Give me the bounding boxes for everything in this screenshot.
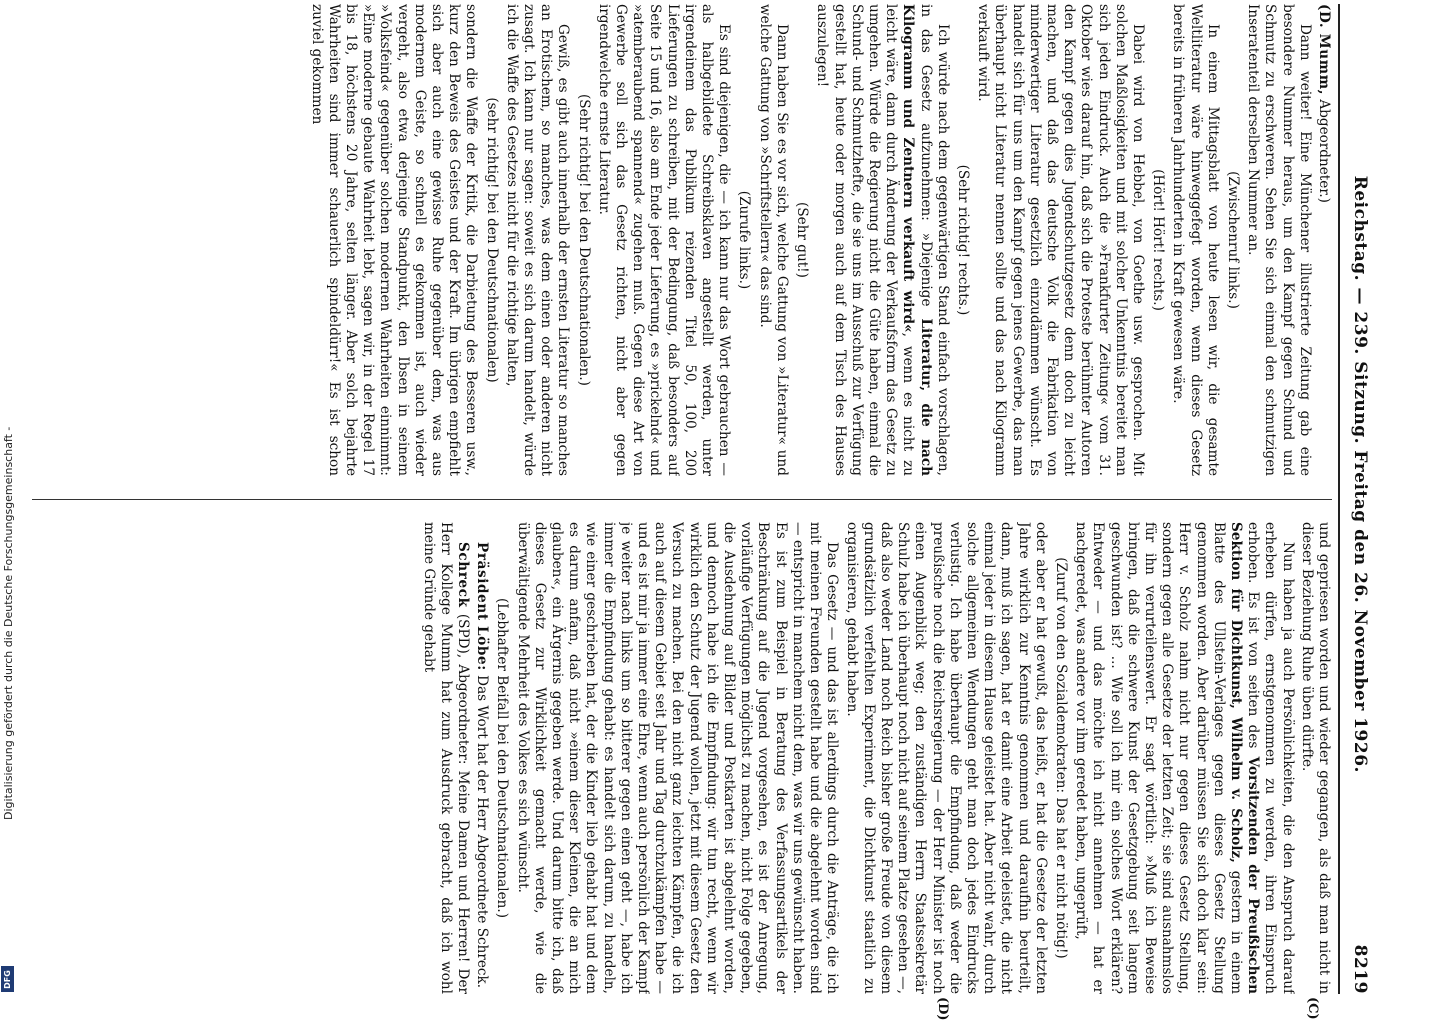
document-page: [20, 4, 1380, 994]
interjection: (Sehr richtig! bei den Deutschnationalen.): [574, 4, 591, 476]
speaker-paragraph: [419, 522, 471, 994]
margin-marker-d: (D): [935, 997, 950, 1021]
emphasis: Vorsitzenden der Preußischen Sektion für Dichtkunst, Wilhelm v. Scholz,: [1228, 522, 1261, 994]
text-run: Nun haben ja auch Persönlichkeiten, die den Anspruch darauf erheben dürfen, ernstgenommen zu werden, ihren Einspruch erhoben. Es ist von seiten des: [1245, 522, 1295, 994]
interjection: (Sehr richtig! rechts.): [954, 4, 971, 476]
interjection: (Zurufe links.): [735, 4, 752, 476]
margin-marker-c: (C): [1305, 997, 1320, 1020]
paragraph: oder aber er hat gewußt, das heißt, er hat die Gesetze der letzten Jahre wirklich zur Kenntnis genommen und daraufhin beurteilt, dann, muß ich sagen, hat er damit eine Arbeit geleistet, die nicht einmal jeder in diesem Hause geleistet hat. Aber nicht wahr, durch solche allgemeinen Wendungen geht man doch jedes Eindrucks verlustig. Ich habe überhaupt die Empfindung, daß weder die preußische noch die Reichsregierung — der Herr Minister ist noch einen Augenblick weg; den zuständigen Herrn Staatssekretär Schulz habe ich überhaupt noch nicht auf seinem Platze gesehen —, daß also weder Land noch Reich bisher große Freude von diesem grundsätzlich verfehlten Experiment, die Dichtkunst staatlich zu organisieren, gehabt haben.: [842, 522, 1048, 994]
speaker-name: Präsident Löbe:: [474, 542, 490, 671]
text-run: Das Wort hat der Herr Abgeordnete Schreck.: [474, 671, 490, 988]
interjection: (Hört! Hört! rechts.): [1149, 4, 1166, 476]
paragraph: [813, 4, 951, 476]
dfg-logo-text: DFG: [3, 970, 12, 989]
paragraph: Dabei wird von Hebbel, von Goethe usw. gesprochen. Mit solchen Maßlosigkeiten und mit solcher Unkenntnis bereitet man sich jeden Eindruck. Auch die »Frankfurter Zeitung« vom 31. Oktober wies darauf hin, daß sich die Proteste berühmter Autoren den Kampf gegen dies Jugendschutzgesetz denn doch zu leicht machen, und daß das deutsche Volk die Fabrikation von minderwertiger Literatur gesetzlich einzudämmen wünscht. Es handelt sich für uns um den Kampf gegen jenes Gewerbe, das man überhaupt nicht Literatur nennen sollte und das nach Kilogramm verkauft wird.: [974, 4, 1146, 476]
paragraph: und gepriesen worden und wieder gegangen, als daß man nicht in dieser Beziehung Ruhe üben dürfte.: [1298, 522, 1332, 994]
dfg-logo-icon: [1, 966, 14, 992]
interjection: (Zwischenruf links.): [1224, 4, 1241, 476]
column-right: [32, 522, 1332, 994]
paragraph: In einem Mittagsblatt von heute lesen wir, die gesamte Weltliteratur wäre hinweggefegt worden, wenn dieses Gesetz bereits in früheren Jahrhunderten in Kraft gewesen wäre.: [1169, 4, 1221, 476]
speaker-name: Schreck: [455, 542, 471, 608]
text-run: , wenn es nicht zu leicht wäre, dann durch Änderung der Verkaufsform das Gesetz zu umgehen. Würde die Regierung nicht die Güte haben, einmal die Schund- und Schmutzhefte, die sie uns im Ausschuß zur Verfügung gestellt hat, heute oder morgen auch auf dem Tisch des Hauses auszulegen!: [814, 4, 916, 476]
text-run: Ich würde nach dem gegenwärtigen Stand einfach vorschlagen, in das Gesetz aufzunehmen: »Diejenige: [918, 4, 951, 476]
credit-text: Digitalisierung gefördert durch die Deutsche Forschungsgemeinschaft -: [2, 427, 15, 820]
paragraph: Das Gesetz — und das ist allerdings durch die Anträge, die ich mit meinen Freunden gestellt habe und die abgelehnt worden sind — entspricht in manchem nicht dem, was wir uns gewünscht haben. Es ist zum Beispiel in Beratung des Verfassungsartikels der Beschränkung auf die Jugend vorgesehen, es ist der Anregung, vorläufige Verfügungen möglichst zu machen, nicht Folge gegeben, die Ausdehnung auf Bilder und Postkarten ist abgelehnt worden, und dennoch habe ich die Empfindung: wir tun recht, wenn wir wirklich den Schutz der Jugend wollen, jetzt mit diesem Gesetz den Versuch zu machen. Bei den nicht ganz leichten Kämpfen, die ich auch auf diesem Gebiet seit Jahr und Tag durchzukämpfen habe — und es ist mir ja immer eine Ehre, wenn auch persönlich der Kampf je weiter nach links um so bitterer gegen einen geht —, habe ich immer die Empfindung gehabt: es handelt sich darum, zu handeln, wie einer geschrieben hat, der die Kinder lieb gehabt hat und dem es darum anfam, daß nicht »einem dieser Kleinen, die an mich glauben«, ein Ärgernis gegeben werde. Und darum bitte ich, daß dieses Gesetz zur Wirklichkeit gemacht werde, wie die überwältigende Mehrheit des Volkes es sich wünscht.: [513, 522, 840, 994]
speaker-name: (D. Mumm,: [1316, 4, 1332, 95]
speaker-role: Abgeordneter.): [1316, 99, 1332, 203]
page-title: Reichstag. — 239. Sitzung. Freitag den 26. November 1926.: [1350, 4, 1370, 945]
paragraph: Dann weiter! Eine Münchener illustrierte Zeitung gab eine besondere Nummer heraus, um den Kampf gegen Schund und Schmutz zu erschweren. Sehen Sie sich einmal den schmutzigen Inseratenteil derselben Nummer an.: [1244, 4, 1313, 476]
digitization-credit: [2, 180, 16, 820]
paragraph: Dann haben Sie es vor sich, welche Gattung von »Literatur« und welche Gattung von »Schriftstellern« das sind.: [756, 4, 790, 476]
page-header: [1338, 4, 1380, 994]
paragraph: sondern die Waffe der Kritik, die Darbietung des Besseren usw., kurz den Beweis des Geistes und der Kraft. Im übrigen empfiehlt sich aber auch eine gewisse Ruhe gegenüber dem, was aus modernem Geiste, so schnell es gekommen ist, auch wieder vergeht, also etwa derjenige Standpunkt, den Ibsen in seinem »Volksfeind« gegenüber solchen modernen Wahrheiten einnimmt: »Eine moderne gebaute Wahrheit lebt, sagen wir, in der Regel 17 bis 18, höchstens 20 Jahre, selten länger. Aber solch bejahrte Wahrheiten sind immer schauerlich spindeldürr!« Es ist schon zuviel gekommen: [307, 4, 479, 476]
text-columns: [32, 4, 1332, 994]
paragraph: Gewiß, es gibt auch innerhalb der ernsten Literatur so manches an Erotischem, so manches, was dem einen oder anderen nicht zusagt. Ich kann nur sagen: soweit es sich darum handelt, würde ich die Waffe des Gesetzes nicht für die richtige halten,: [503, 4, 572, 476]
speaker-paragraph: [473, 522, 490, 994]
emphasis: Literatur, die nach Kilogramm und Zentnern verkauft wird«: [900, 4, 933, 476]
interjection: (Lebhafter Beifall bei den Deutschnationalen.): [493, 522, 510, 994]
page-number: 8219: [1350, 945, 1370, 994]
interjection: (Zuruf von den Sozialdemokraten: Das hat er nicht nötig!): [1052, 522, 1069, 994]
paragraph: Es sind diejenigen, die — ich kann nur das Wort gebrauchen — als halbgebildete Schreibsklaven angestellt werden, unter irgendeinem das Publikum reizenden Titel 50, 100, 200 Lieferungen zu schreiben, mit der Bedingung, daß besonders auf Seite 15 und 16, also am Ende jeder Lieferung, es »prickelnd« und »atemberaubend spannend« zugehen muß. Gegen diese Art von Gewerbe soll sich das Gesetz richten, nicht aber gegen irgendwelche ernste Literatur.: [595, 4, 733, 476]
interjection: (Sehr gut!): [793, 4, 810, 476]
text-run: gestern in einem Blatte des Ullstein-Verlages gegen dieses Gesetz Stellung genommen worden. Aber darüber müssen Sie sich doch klar sein: Herr v. Scholz nahm nicht nur gegen dieses Gesetz Stellung, sondern gegen alle Gesetze der letzten Zeit; sie sind ausnahmslos für ihn verurteilenswert. Er sagt wörtlich: »Muß ich Beweise bringen, daß die schwere Kunst der Gesetzgebung seit langem geschwunden ist? ... Wie soll ich mir ein solches Wort erklären? Entweder — und das möchte ich nicht annehmen — hat er nachgeredet, was andere vor ihm geredet haben, ungeprüft,: [1073, 522, 1244, 994]
speaker-line: [1315, 4, 1332, 476]
paragraph: [1072, 522, 1296, 994]
column-divider: [32, 499, 1332, 500]
interjection: (sehr richtig! bei den Deutschnationalen): [482, 4, 499, 476]
text-run: (SPD), Abgeordneter: Meine Damen und Herren! Der Herr Kollege Mumm hat zum Ausdruck gebracht, daß ich wohl meine Gründe gehabt: [421, 522, 471, 994]
column-left: [32, 4, 1332, 476]
margin-marker-b: [765, 0, 780, 1]
